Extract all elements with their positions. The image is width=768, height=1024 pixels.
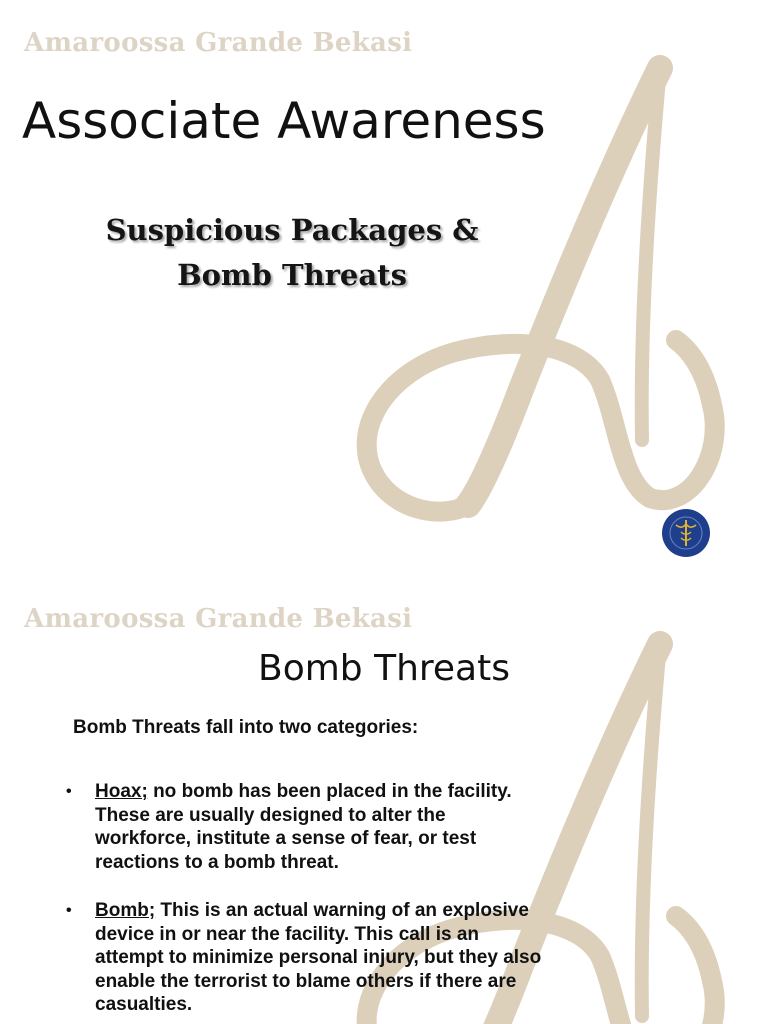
brand-name: Amaroossa Grande Bekasi [24, 604, 413, 634]
bullet-term: Bomb; [95, 900, 156, 921]
bullet-icon: • [66, 783, 72, 800]
bullet-item-hoax [62, 780, 542, 874]
bullet-term: Hoax; [95, 781, 148, 802]
bullet-icon: • [66, 902, 72, 919]
slide-bomb-threats [0, 576, 768, 1024]
slide-subtitle [40, 208, 544, 298]
bullet-item-bomb [62, 899, 542, 1017]
slide-title-text: Bomb Threats [258, 648, 510, 689]
brand-name: Amaroossa Grande Bekasi [24, 28, 413, 58]
intro-text: Bomb Threats fall into two categories: [73, 717, 419, 738]
subtitle-line-2: Bomb Threats [177, 258, 407, 292]
bullet-text: no bomb has been placed in the facility. These are usually designed to alter the workforce, institute a sense of fear, or test reactions to a bomb threat. [95, 781, 512, 873]
bullet-text: This is an actual warning of an explosive device in or near the facility. This call is an attempt to minimize personal injury, but they also enable the terrorist to blame others if there are casualties. [95, 900, 542, 1015]
slide-title-text: Associate Awareness [22, 92, 546, 150]
subtitle-line-1: Suspicious Packages & [105, 213, 479, 247]
bullet-list [62, 780, 542, 1024]
emblem-logo-icon [661, 508, 711, 558]
